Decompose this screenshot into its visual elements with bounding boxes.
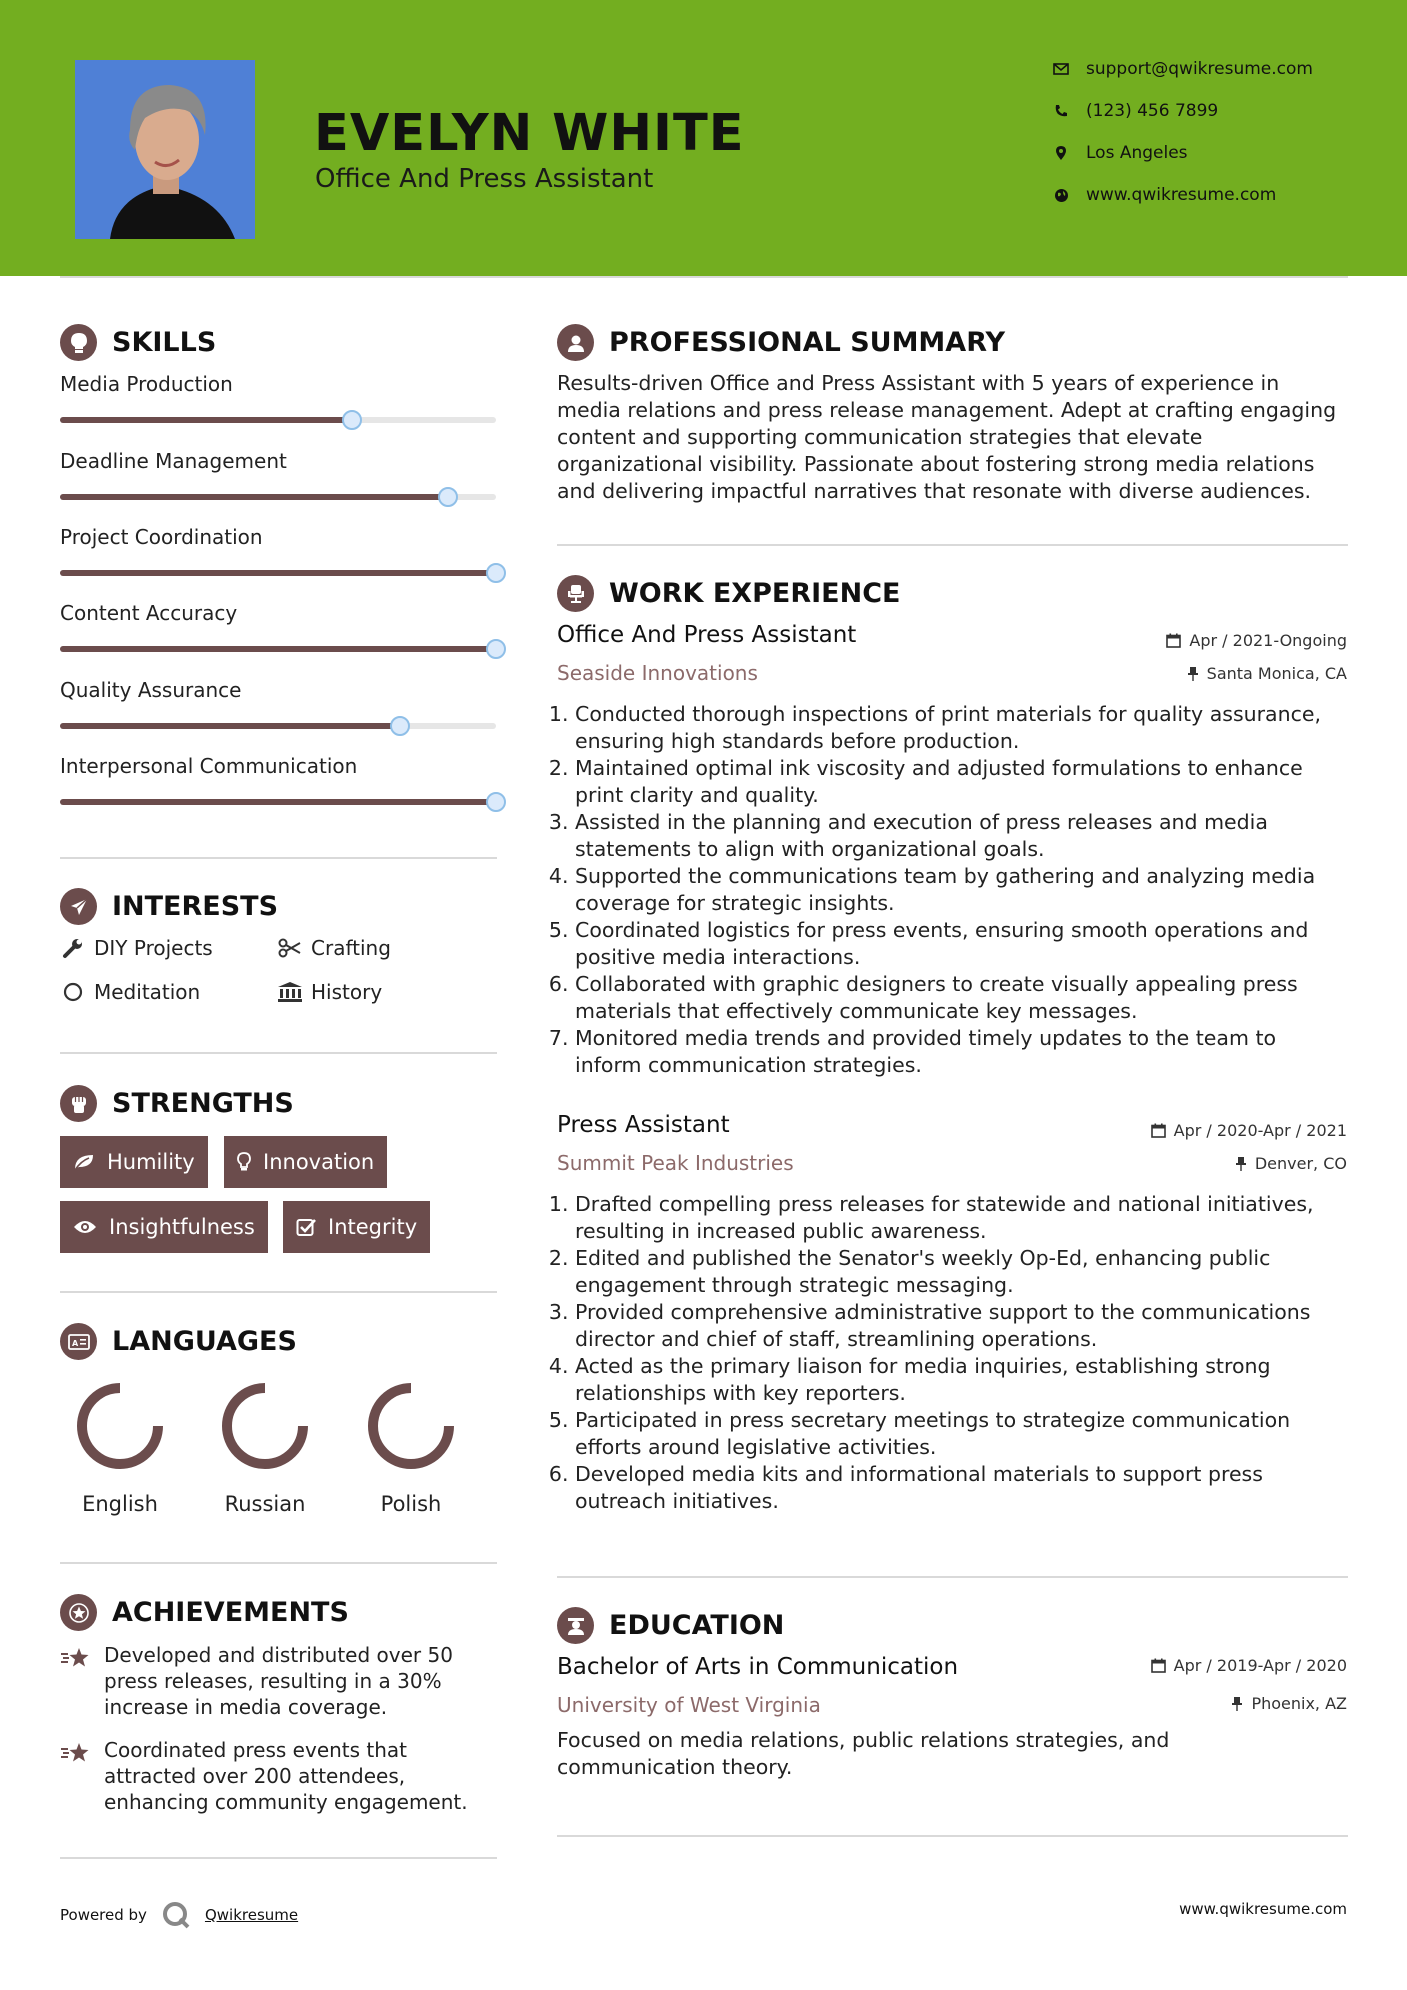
skill-bar-knob (342, 410, 362, 430)
job-location (1187, 664, 1347, 683)
skill-bar (60, 494, 496, 500)
skill-bar-fill (60, 723, 400, 729)
skill-label: Interpersonal Communication (60, 754, 358, 778)
duty-item: 4. Supported the communications team by gathering and analyzing media coverage for strategic insights. (575, 863, 1345, 917)
skill-label: Quality Assurance (60, 678, 242, 702)
skill-bar-fill (60, 646, 496, 652)
education-dates (1151, 1656, 1347, 1675)
qwikresume-link[interactable]: Qwikresume (204, 1906, 299, 1924)
skill-bar (60, 799, 496, 805)
job-title: Office And Press Assistant (557, 622, 857, 648)
school-name: University of West Virginia (557, 1693, 821, 1717)
education-dates-text: Apr / 2019-Apr / 2020 (1173, 1656, 1347, 1675)
eye-icon (73, 1219, 97, 1235)
contact-website-text: www.qwikresume.com (1086, 185, 1277, 205)
job-location-text: Santa Monica, CA (1206, 664, 1347, 683)
pushpin-icon (1187, 666, 1199, 681)
education-location-text: Phoenix, AZ (1251, 1694, 1347, 1713)
fist-icon (60, 1085, 97, 1122)
strengths-heading (60, 1085, 294, 1122)
map-pin-icon (1050, 145, 1072, 161)
language-ring-arc (227, 1388, 303, 1464)
section-divider (557, 544, 1348, 546)
header-divider (60, 276, 1348, 278)
language-ring-arc (82, 1388, 158, 1464)
strength-label: Humility (107, 1150, 195, 1174)
experience-heading (557, 575, 900, 612)
interests-title: INTERESTS (112, 891, 279, 922)
strengths-title: STRENGTHS (112, 1088, 294, 1119)
profile-photo (75, 60, 255, 239)
contact-phone-text: (123) 456 7899 (1086, 101, 1219, 121)
graduate-icon (557, 1607, 594, 1644)
footer-powered-by (60, 1900, 298, 1930)
circle-icon (60, 982, 86, 1002)
checkbox-icon (296, 1217, 316, 1237)
skill-bar (60, 417, 496, 423)
education-heading (557, 1607, 784, 1644)
language-card-icon (60, 1323, 97, 1360)
skills-title: SKILLS (112, 327, 217, 358)
job-duties (575, 1191, 1345, 1515)
languages-heading (60, 1323, 297, 1360)
job-dates (1166, 631, 1347, 650)
strength-tag (224, 1136, 387, 1188)
pushpin-icon (1231, 1696, 1243, 1711)
skill-bar-fill (60, 494, 448, 500)
achievement-text: Coordinated press events that attracted over 200 attendees, enhancing community engagement. (104, 1738, 468, 1814)
degree-title: Bachelor of Arts in Communication (557, 1654, 959, 1680)
interest-item (60, 936, 213, 960)
lightbulb-icon (60, 324, 97, 361)
candidate-role: Office And Press Assistant (315, 164, 654, 194)
job-dates (1151, 1121, 1347, 1140)
interest-label: DIY Projects (94, 936, 213, 960)
summary-title: PROFESSIONAL SUMMARY (609, 327, 1006, 358)
skill-label: Project Coordination (60, 525, 263, 549)
interest-label: Crafting (311, 936, 391, 960)
section-divider (557, 1835, 1348, 1837)
skill-bar (60, 646, 496, 652)
skill-label: Deadline Management (60, 449, 287, 473)
office-chair-icon (557, 575, 594, 612)
skill-label: Content Accuracy (60, 601, 238, 625)
achievements-title: ACHIEVEMENTS (112, 1597, 349, 1628)
contact-location (1050, 138, 1370, 168)
language-label: Polish (380, 1492, 442, 1516)
education-location (1231, 1694, 1347, 1713)
contact-email[interactable] (1050, 54, 1370, 84)
skill-bar-fill (60, 799, 496, 805)
duty-item: 1. Conducted thorough inspections of print materials for quality assurance, ensuring high standards before production. (575, 701, 1345, 755)
language-item (356, 1376, 466, 1516)
language-item (210, 1376, 320, 1516)
strength-label: Insightfulness (109, 1215, 255, 1239)
powered-by-text: Powered by (60, 1906, 147, 1924)
achievement-item (60, 1737, 500, 1815)
interest-item (60, 980, 200, 1004)
contact-phone[interactable] (1050, 96, 1370, 126)
pushpin-icon (1235, 1156, 1247, 1171)
phone-icon (1050, 104, 1072, 118)
summary-heading (557, 324, 1005, 361)
footer-website[interactable] (1179, 1900, 1347, 1918)
summary-text: Results-driven Office and Press Assistant with 5 years of experience in media relations and press release management. Adept at crafting engaging content and supporting communication strategies that elevate organizational visibility. Passionate about fostering strong media relations and delivering impactful narratives that resonate with diverse audiences. (557, 371, 1337, 503)
achievement-text: Developed and distributed over 50 press releases, resulting in a 30% increase in media coverage. (104, 1643, 453, 1719)
candidate-name: EVELYN WHITE (314, 104, 745, 163)
language-ring (215, 1376, 315, 1476)
duty-item: 7. Monitored media trends and provided timely updates to the team to inform communication strategies. (575, 1025, 1345, 1079)
svg-text:A: A (71, 1338, 78, 1348)
skill-bar-fill (60, 570, 496, 576)
lightbulb-icon (237, 1152, 251, 1172)
job-location (1235, 1154, 1347, 1173)
globe-icon (1050, 188, 1072, 203)
skill-bar (60, 723, 496, 729)
company-name: Summit Peak Industries (557, 1151, 794, 1175)
calendar-icon (1151, 1123, 1166, 1138)
duty-item: 4. Acted as the primary liaison for media inquiries, establishing strong relationships with key reporters. (575, 1353, 1345, 1407)
strength-label: Innovation (263, 1150, 375, 1174)
duty-item: 5. Participated in press secretary meetings to strategize communication efforts around legislative activities. (575, 1407, 1345, 1461)
skill-label: Media Production (60, 372, 233, 396)
leaf-icon (73, 1153, 95, 1171)
section-divider (60, 1291, 497, 1293)
star-badge-icon (60, 1594, 97, 1631)
duty-item: 3. Assisted in the planning and execution of press releases and media statements to align with organizational goals. (575, 809, 1345, 863)
language-ring (361, 1376, 461, 1476)
calendar-icon (1166, 633, 1181, 648)
contact-email-text: support@qwikresume.com (1086, 59, 1313, 79)
section-divider (60, 1562, 497, 1564)
language-item (65, 1376, 175, 1516)
wrench-icon (60, 937, 86, 959)
user-icon (557, 324, 594, 361)
strength-label: Integrity (328, 1215, 418, 1239)
duty-item: 6. Collaborated with graphic designers to create visually appealing press materials that effectively communicate key messages. (575, 971, 1345, 1025)
skill-bar-knob (438, 487, 458, 507)
shooting-star-icon (60, 1642, 96, 1720)
skill-bar-knob (486, 563, 506, 583)
skill-bar-fill (60, 417, 352, 423)
interest-label: History (311, 980, 383, 1004)
achievement-item (60, 1642, 500, 1720)
job-duties (575, 701, 1345, 1079)
language-label: English (82, 1492, 158, 1516)
strength-tag (283, 1201, 430, 1253)
header-banner (0, 0, 1407, 276)
skill-bar (60, 570, 496, 576)
museum-icon (277, 981, 303, 1003)
job-location-text: Denver, CO (1254, 1154, 1347, 1173)
experience-title: WORK EXPERIENCE (609, 578, 901, 609)
footer-website-text: www.qwikresume.com (1179, 1900, 1347, 1918)
skill-bar-knob (486, 792, 506, 812)
language-label: Russian (224, 1492, 306, 1516)
duty-item: 2. Maintained optimal ink viscosity and adjusted formulations to enhance print clarity and quality. (575, 755, 1345, 809)
paper-plane-icon (60, 888, 97, 925)
duty-item: 5. Coordinated logistics for press events, ensuring smooth operations and positive media interactions. (575, 917, 1345, 971)
section-divider (557, 1576, 1348, 1578)
education-description: Focused on media relations, public relations strategies, and communication theory. (557, 1728, 1170, 1779)
interest-item (277, 936, 391, 960)
company-name: Seaside Innovations (557, 661, 758, 685)
skill-bar-knob (486, 639, 506, 659)
shooting-star-icon (60, 1737, 96, 1815)
interest-item (277, 980, 382, 1004)
job-dates-text: Apr / 2020-Apr / 2021 (1173, 1121, 1347, 1140)
language-ring (70, 1376, 170, 1476)
languages-title: LANGUAGES (112, 1326, 297, 1357)
job-title: Press Assistant (557, 1112, 730, 1138)
section-divider (60, 1052, 497, 1054)
job-dates-text: Apr / 2021-Ongoing (1189, 631, 1347, 650)
language-ring-arc (373, 1388, 449, 1464)
calendar-icon (1151, 1658, 1166, 1673)
duty-item: 3. Provided comprehensive administrative support to the communications director and chief of staff, streamlining operations. (575, 1299, 1345, 1353)
section-divider (60, 1857, 497, 1859)
interest-label: Meditation (94, 980, 201, 1004)
skill-bar-knob (390, 716, 410, 736)
interests-heading (60, 888, 278, 925)
strength-tag (60, 1136, 208, 1188)
duty-item: 6. Developed media kits and informational materials to support press outreach initiatives. (575, 1461, 1345, 1515)
qwikresume-logo-icon (161, 1900, 191, 1930)
duty-item: 2. Edited and published the Senator's weekly Op-Ed, enhancing public engagement through strategic messaging. (575, 1245, 1345, 1299)
section-divider (60, 857, 497, 859)
scissors-icon (277, 938, 303, 958)
duty-item: 1. Drafted compelling press releases for statewide and national initiatives, resulting in increased public awareness. (575, 1191, 1345, 1245)
skills-heading (60, 324, 216, 361)
envelope-icon (1050, 63, 1072, 75)
strength-tag (60, 1201, 268, 1253)
contact-location-text: Los Angeles (1086, 143, 1188, 163)
contact-website[interactable] (1050, 180, 1370, 210)
achievements-heading (60, 1594, 349, 1631)
education-title: EDUCATION (609, 1610, 785, 1641)
